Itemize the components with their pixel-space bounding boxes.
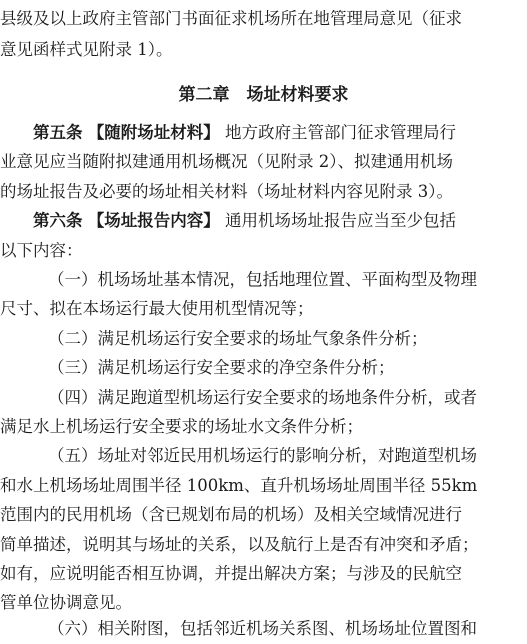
- item-5-line-2: 和水上机场场址周围半径 100km、直升机场场址周围半径 55km: [0, 476, 478, 495]
- article-5-tag: 【随附场址材料】: [87, 123, 220, 142]
- item-5-line-3: 范围内的民用机场（含已规划布局的机场）及相关空域情况进行: [0, 505, 462, 524]
- item-5-line-6: 管单位协调意见。: [0, 593, 132, 612]
- article-6-text: 通用机场场址报告应当至少包括: [225, 211, 456, 230]
- intro-line-1: 县级及以上政府主管部门书面征求机场所在地管理局意见（征求: [0, 9, 462, 28]
- article-6-tag: 【场址报告内容】: [87, 211, 220, 230]
- item-2: （二）满足机场运行安全要求的场址气象条件分析；: [48, 329, 428, 348]
- article-5-line-2: 业意见应当随附拟建通用机场概况（见附录 2）、拟建通用机场: [0, 152, 453, 171]
- item-6-line-1: （六）相关附图，包括邻近机场关系图、机场场址位置图和: [48, 619, 477, 638]
- item-4-line-1: （四）满足跑道型机场运行安全要求的场地条件分析，或者: [48, 388, 477, 407]
- article-5-text: 地方政府主管部门征求管理局行: [225, 123, 456, 142]
- article-6-line-1: [0, 206, 527, 236]
- article-6-line-2: 以下内容：: [0, 241, 83, 260]
- item-3: （三）满足机场运行安全要求的净空条件分析；: [48, 358, 395, 377]
- intro-line-2: 意见函样式见附录 1）。: [0, 40, 173, 59]
- article-5-line-1: [0, 118, 527, 148]
- chapter-title: 第二章 场址材料要求: [178, 85, 349, 105]
- item-5-line-4: 简单描述，说明其与场址的关系，以及航行上是否有冲突和矛盾；: [0, 535, 479, 554]
- item-5-line-5: 如有，应说明能否相互协调，并提出解决方案；与涉及的民航空: [0, 564, 462, 583]
- item-1-line-2: 尺寸、拟在本场运行最大使用机型情况等；: [0, 299, 314, 318]
- item-1-line-1: （一）机场场址基本情况，包括地理位置、平面构型及物理: [48, 270, 477, 289]
- article-5-label: 第五条: [33, 123, 83, 142]
- item-4-line-2: 满足水上机场运行安全要求的场址水文条件分析；: [0, 417, 363, 436]
- item-5-line-1: （五）场址对邻近民用机场运行的影响分析，对跑道型机场: [48, 446, 477, 465]
- article-5-line-3: 的场址报告及必要的场址相关材料（场址材料内容见附录 3）。: [0, 182, 453, 201]
- article-6-label: 第六条: [33, 211, 83, 230]
